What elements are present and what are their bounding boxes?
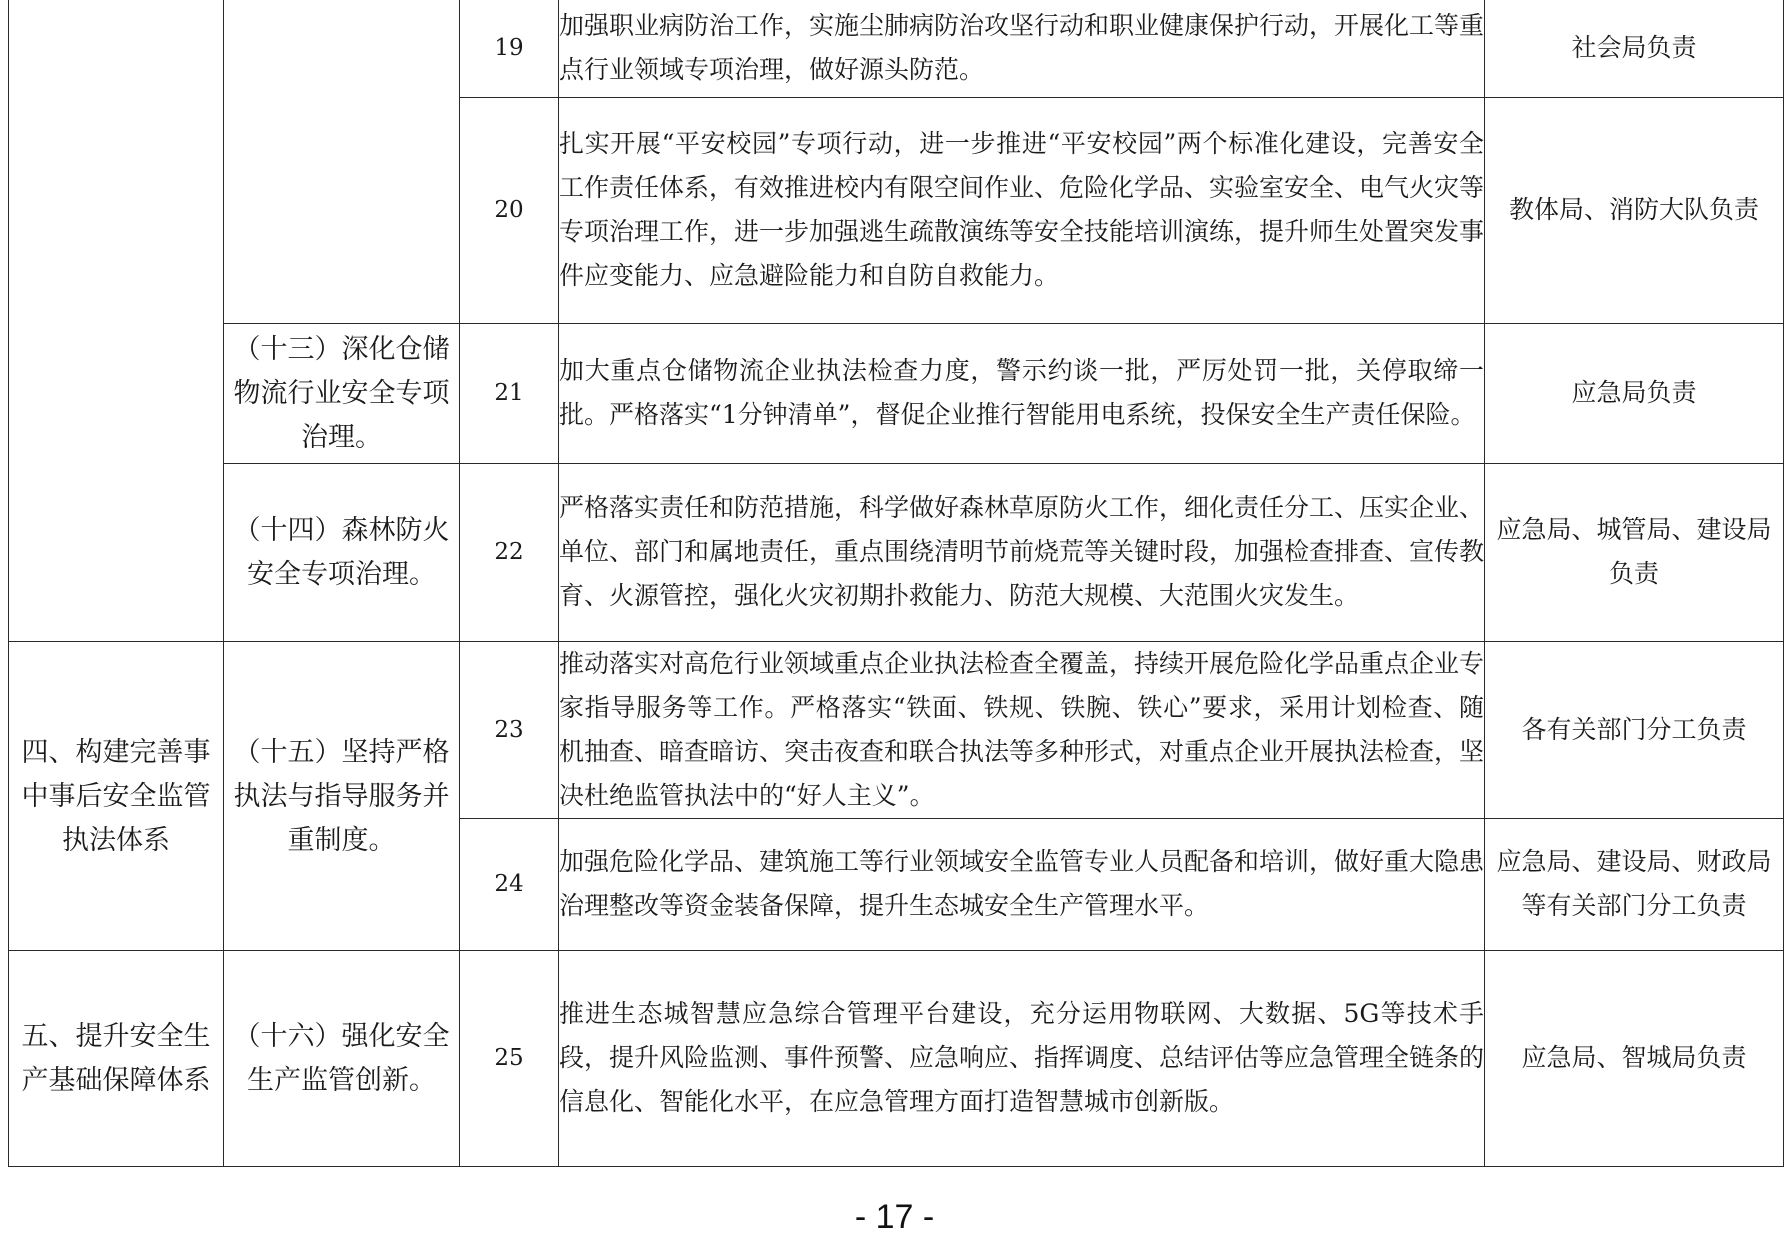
task-content: 推进生态城智慧应急综合管理平台建设，充分运用物联网、大数据、5G等技术手段，提升风险监测、事件预警、应急响应、指挥调度、总结评估等应急管理全链条的信息化、智能化水平，在应急管理方面打造智慧城市创新版。 xyxy=(559,950,1485,1166)
responsible-dept: 应急局、城管局、建设局负责 xyxy=(1485,463,1784,641)
task-content: 推动落实对高危行业领域重点企业执法检查全覆盖，持续开展危险化学品重点企业专家指导服务等工作。严格落实“铁面、铁规、铁腕、铁心”要求，采用计划检查、随机抽查、暗查暗访、突击夜查和联合执法等多种形式，对重点企业开展执法检查，坚决杜绝监管执法中的“好人主义”。 xyxy=(559,641,1485,818)
task-content: 加强危险化学品、建筑施工等行业领域安全监管专业人员配备和培训，做好重大隐患治理整改等资金装备保障，提升生态城安全生产管理水平。 xyxy=(559,818,1485,950)
row-number: 20 xyxy=(460,97,559,323)
task-content: 严格落实责任和防范措施，科学做好森林草原防火工作，细化责任分工、压实企业、单位、部门和属地责任，重点围绕清明节前烧荒等关键时段，加强检查排查、宣传教育、火源管控，强化火灾初期扑救能力、防范大规模、大范围火灾发生。 xyxy=(559,463,1485,641)
row-number: 22 xyxy=(460,463,559,641)
page-number: - 17 - xyxy=(854,1198,935,1236)
table-row-25 xyxy=(9,950,1784,1166)
task-table xyxy=(8,0,1784,1167)
subtask-cell-empty xyxy=(224,0,460,323)
responsible-dept: 应急局、建设局、财政局等有关部门分工负责 xyxy=(1485,818,1784,950)
table-row-19 xyxy=(9,0,1784,97)
table-row-23 xyxy=(9,641,1784,818)
row-number: 23 xyxy=(460,641,559,818)
responsible-dept: 应急局负责 xyxy=(1485,323,1784,463)
responsible-dept: 社会局负责 xyxy=(1485,0,1784,97)
category-cell-empty xyxy=(9,0,224,641)
row-number: 21 xyxy=(460,323,559,463)
category-label: 四、构建完善事中事后安全监管执法体系 xyxy=(9,641,224,950)
subtask-label: （十三）深化仓储物流行业安全专项治理。 xyxy=(224,323,460,463)
responsible-dept: 应急局、智城局负责 xyxy=(1485,950,1784,1166)
subtask-label: （十五）坚持严格执法与指导服务并重制度。 xyxy=(224,641,460,950)
category-label: 五、提升安全生产基础保障体系 xyxy=(9,950,224,1166)
task-content: 加强职业病防治工作，实施尘肺病防治攻坚行动和职业健康保护行动，开展化工等重点行业领域专项治理，做好源头防范。 xyxy=(559,0,1485,97)
row-number: 25 xyxy=(460,950,559,1166)
row-number: 24 xyxy=(460,818,559,950)
row-number: 19 xyxy=(460,0,559,97)
responsible-dept: 教体局、消防大队负责 xyxy=(1485,97,1784,323)
responsible-dept: 各有关部门分工负责 xyxy=(1485,641,1784,818)
task-content: 加大重点仓储物流企业执法检查力度，警示约谈一批，严厉处罚一批，关停取缔一批。严格落实“1分钟清单”，督促企业推行智能用电系统，投保安全生产责任保险。 xyxy=(559,323,1485,463)
subtask-label: （十六）强化安全生产监管创新。 xyxy=(224,950,460,1166)
table-row-22 xyxy=(9,463,1784,641)
task-content: 扎实开展“平安校园”专项行动，进一步推进“平安校园”两个标准化建设，完善安全工作责任体系，有效推进校内有限空间作业、危险化学品、实验室安全、电气火灾等专项治理工作，进一步加强逃生疏散演练等安全技能培训演练，提升师生处置突发事件应变能力、应急避险能力和自防自救能力。 xyxy=(559,97,1485,323)
subtask-label: （十四）森林防火安全专项治理。 xyxy=(224,463,460,641)
table-row-21 xyxy=(9,323,1784,463)
